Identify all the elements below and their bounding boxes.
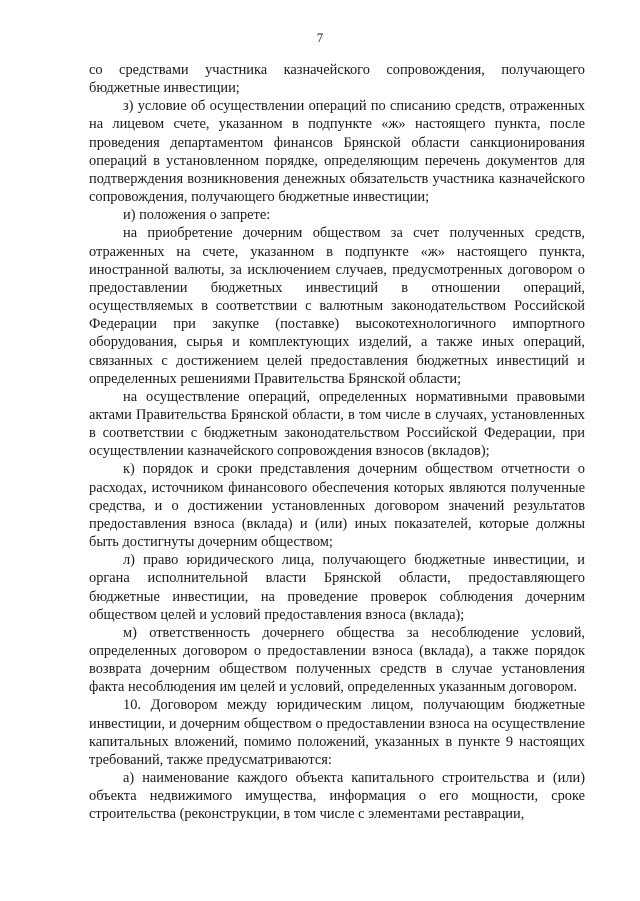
paragraph-prohibition-operations: на осуществление операций, определенных нормативными правовыми актами Правительства Брянской области, в том числе в случаях, установленных в соответствии с бюджетным законодательством Российской Федерации, при осуществлении казначейского сопровождения взносов (вкладов); (89, 388, 585, 460)
paragraph-item-l: л) право юридического лица, получающего бюджетные инвестиции, и органа исполнительной власти Брянской области, предоставляющего бюджетные инвестиции, на проведение проверок соблюдения дочерним обществом целей и условий предоставления взноса (вклада); (89, 552, 585, 623)
paragraph-item-z: з) условие об осуществлении операций по списанию средств, отраженных на лицевом счете, указанном в подпункте «ж» настоящего пункта, после проведения департаментом финансов Брянской области санкционирования операций в установленном порядке, определяющим перечень документов для подтверждения возникновения денежных обязательств участника казначейского сопровождения, получающего бюджетные инвестиции; (89, 98, 585, 206)
paragraph-item-i: и) положения о запрете: (123, 207, 271, 224)
paragraph-prohibition-currency: на приобретение дочерним обществом за счет полученных средств, отраженных на счете, указанном в подпункте «ж» настоящего пункта, иностранной валюты, за исключением случаев, предусмотренных договором о предоставлении бюджетных инвестиций в отношении операций, осуществляемых в соответствии с валютным законодательством Российской Федерации при закупке (поставке) высокотехнологичного импортного оборудования, сырья и комплектующих изделий, а также иных операций, связанных с достижением целей предоставления бюджетных инвестиций и определенных решениями Правительства Брянской области; (89, 225, 585, 387)
paragraph-continuation: со средствами участника казначейского сопровождения, получающего бюджетные инвестиции; (89, 62, 585, 97)
paragraph-item-k: к) порядок и сроки представления дочерним обществом отчетности о расходах, источником финансового обеспечения которых являются полученные средства, и о достижении установленных договором значений результатов предоставления взноса (вклада) и (или) иных показателей, которые должны быть достигнуты дочерним обществом; (89, 461, 585, 551)
paragraph-clause-10: 10. Договором между юридическим лицом, получающим бюджетные инвестиции, и дочерним обществом о предоставлении взноса на осуществление капитальных вложений, помимо положений, указанных в пункте 9 настоящих требований, также предусматриваются: (89, 697, 585, 768)
paragraph-item-a: а) наименование каждого объекта капитального строительства и (или) объекта недвижимого имущества, информация о его мощности, сроке строительства (реконструкции, в том числе с элементами реставрации, (89, 770, 585, 823)
document-body (89, 61, 585, 824)
page-number: 7 (316, 30, 324, 45)
paragraph-item-m: м) ответственность дочернего общества за несоблюдение условий, определенных договором о предоставлении взноса (вклада), а также порядок возврата дочерним обществом полученных средств в случае установления факта несоблюдения им целей и условий, определенных указанным договором. (89, 624, 585, 696)
